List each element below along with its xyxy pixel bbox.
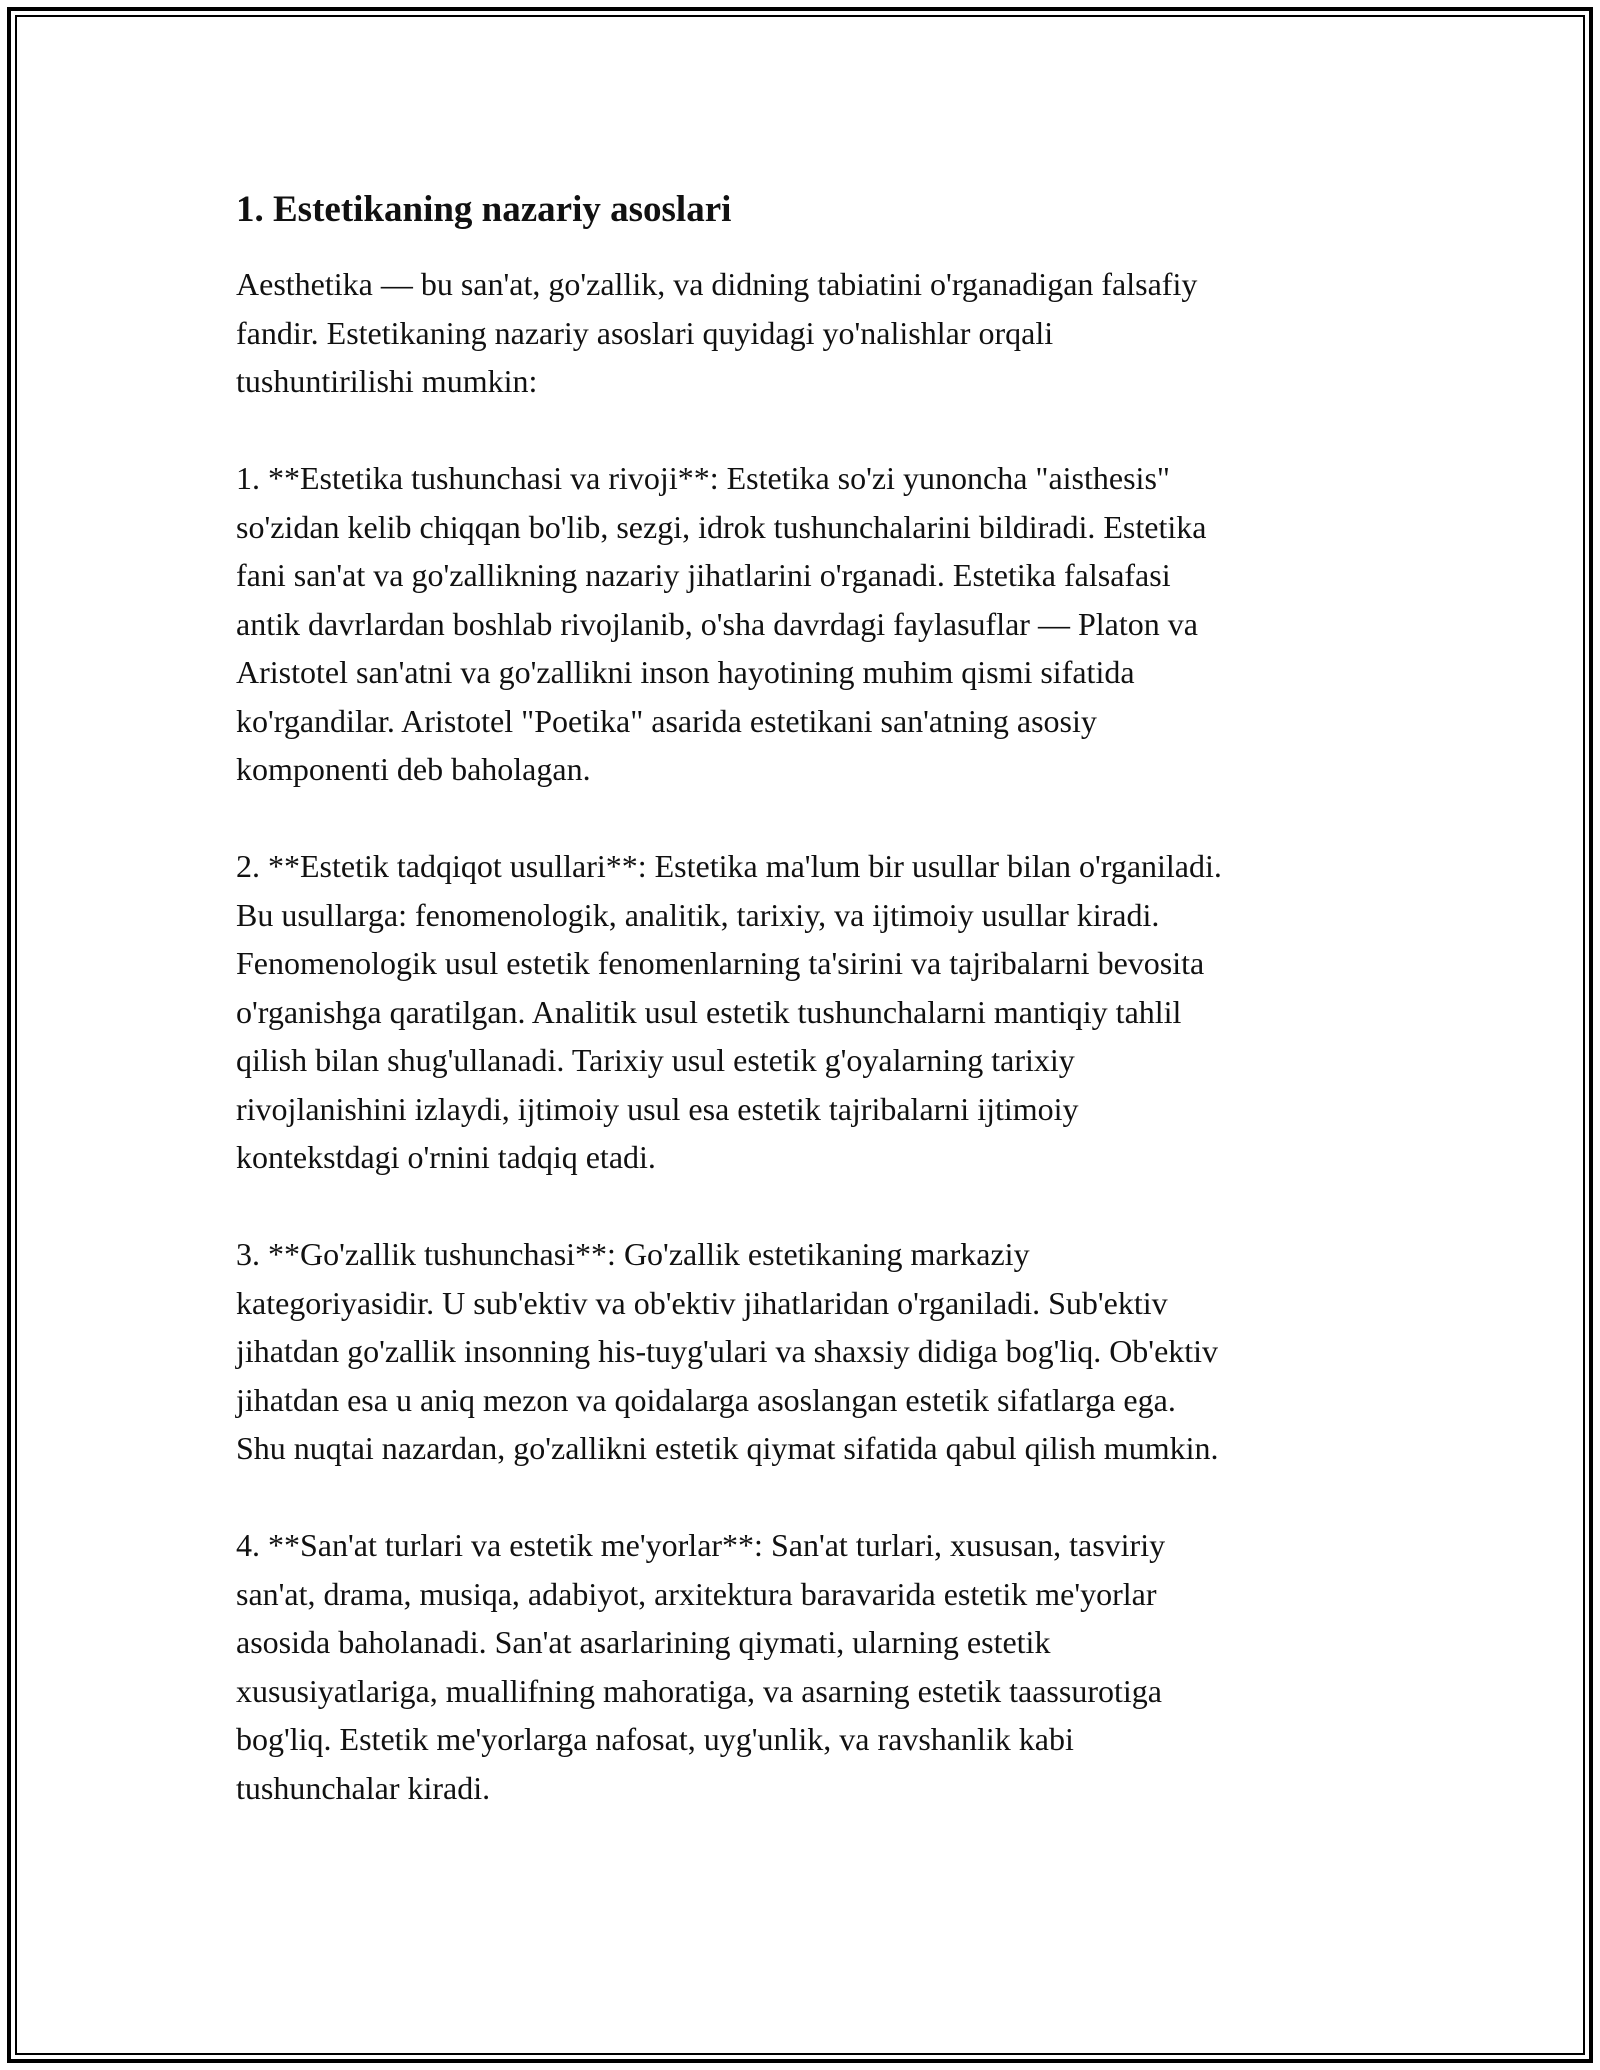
paragraph-sanat-turlari: 4. **San'at turlari va estetik me'yorlar**: San'at turlari, xususan, tasviriy san'at, drama, musiqa, adabiyot, arxitektura baravarida estetik me'yorlar asosida baholanadi. San'at asarlarining qiymati, ularning estetik xususiyatlariga, muallifning mahoratiga, va asarning estetik taassurotiga bog'liq. Estetik me'yorlarga nafosat, uyg'unlik, va ravshanlik kabi tushunchalar kiradi. <box>236 1527 1166 1806</box>
intro-paragraph: Aesthetika — bu san'at, go'zallik, va didning tabiatini o'rganadigan falsafiy fandir. Estetikaning nazariy asoslari quyidagi yo'nalishlar orqali tushuntirilishi mumkin: <box>236 266 1198 400</box>
document-body <box>236 186 1376 1861</box>
paragraph-tadqiqot-usullari: 2. **Estetik tadqiqot usullari**: Estetika ma'lum bir usullar bilan o'rganiladi. Bu usullarga: fenomenologik, analitik, tarixiy, va ijtimoiy usullar kiradi. Fenomenologik usul estetik fenomenlarning ta'sirini va tajribalarni bevosita o'rganishga qaratilgan. Analitik usul estetik tushunchalarni mantiqiy tahlil qilish bilan shug'ullanadi. Tarixiy usul estetik g'oyalarning tarixiy rivojlanishini izlaydi, ijtimoiy usul esa estetik tajribalarni ijtimoiy kontekstdagi o'rnini tadqiq etadi. <box>236 848 1222 1176</box>
paragraph-estetika-tushunchasi: 1. **Estetika tushunchasi va rivoji**: Estetika so'zi yunoncha "aisthesis" so'zidan kelib chiqqan bo'lib, sezgi, idrok tushunchalarini bildiradi. Estetika fani san'at va go'zallikning nazariy jihatlarini o'rganadi. Estetika falsafasi antik davrlardan boshlab rivojlanib, o'sha davrdagi faylasuflar — Platon va Aristotel san'atni va go'zallikni inson hayotining muhim qismi sifatida ko'rgandilar. Aristotel "Poetika" asarida estetikani san'atning asosiy komponenti deb baholagan. <box>236 460 1207 788</box>
section-heading: 1. Estetikaning nazariy asoslari <box>236 189 732 230</box>
paragraph-gozallik-tushunchasi: 3. **Go'zallik tushunchasi**: Go'zallik estetikaning markaziy kategoriyasidir. U sub'ektiv va ob'ektiv jihatlaridan o'rganiladi. Sub'ektiv jihatdan go'zallik insonning his-tuyg'ulari va shaxsiy didiga bog'liq. Ob'ektiv jihatdan esa u aniq mezon va qoidalarga asoslangan estetik sifatlarga ega. Shu nuqtai nazardan, go'zallikni estetik qiymat sifatida qabul qilish mumkin. <box>236 1236 1219 1467</box>
